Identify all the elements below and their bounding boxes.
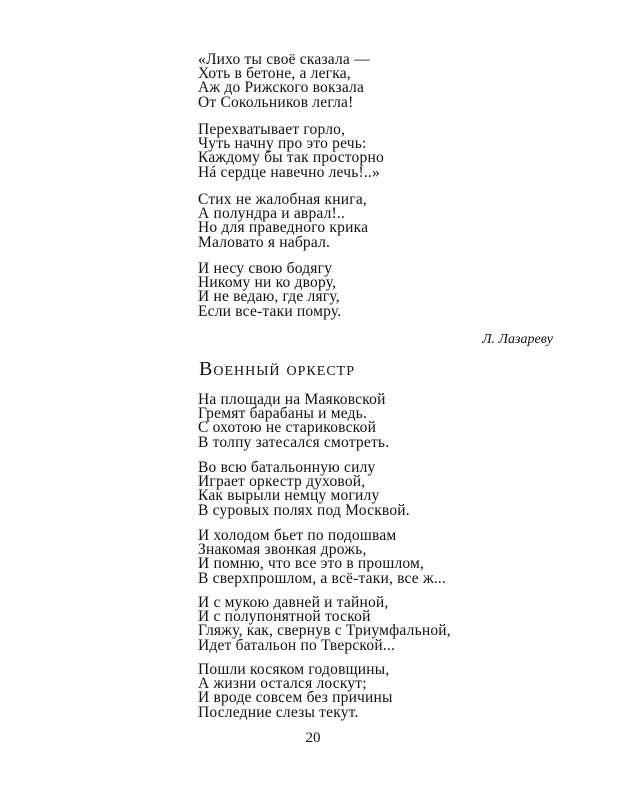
verse-line: И с полупонятной тоской — [198, 608, 371, 626]
verse-line: Нá сердце навечно лечь!..» — [198, 163, 380, 181]
verse-line: Как вырыли немцу могилу — [198, 487, 380, 505]
verse-line: В толпу затесался смотреть. — [198, 433, 390, 451]
page-number: 20 — [305, 730, 321, 746]
verse-line: «Лихо ты своё сказала — — [198, 51, 370, 68]
dedication: Л. Лазаревy — [482, 332, 553, 347]
verse-line: Последние слезы текут. — [198, 703, 359, 721]
verse-line: И вроде совсем без причины — [198, 689, 393, 707]
verse-line: Хоть в бетоне, а легка, — [198, 65, 351, 83]
verse-line: Гремят барабаны и медь. — [198, 405, 368, 423]
verse-line: От Сокольников легла! — [198, 93, 354, 111]
verse-line: Идет батальон по Тверской... — [198, 636, 396, 654]
verse-line: Играет оркестр духовой, — [198, 473, 366, 491]
verse-line: Знакомая звонкая дрожь, — [198, 541, 367, 559]
verse-line: Маловато я набрал. — [198, 233, 331, 251]
verse-line: С охотою не стариковской — [198, 419, 377, 437]
verse-line: Пошли косяком годовщины, — [198, 661, 390, 678]
verse-line: А жизни остался лоскут; — [198, 675, 367, 693]
poem1-stanza-2 — [198, 123, 384, 180]
verse-line: На площади на Маяковской — [198, 391, 386, 408]
poem1-stanza-4 — [198, 262, 341, 319]
verse-line: Гляжу, как, свернув с Триумфальной, — [198, 622, 451, 640]
verse-line: В сверхпрошлом, а всё-таки, все ж... — [198, 569, 447, 587]
verse-line: И помню, что все это в прошлом, — [198, 555, 425, 573]
verse-line: Аж до Рижского вокзала — [198, 79, 365, 97]
poem2-stanza-4 — [198, 596, 451, 653]
verse-line: А полундра и аврал!.. — [198, 205, 346, 223]
poem1-stanza-3 — [198, 193, 368, 250]
verse-line: Стих не жалобная книга, — [198, 191, 367, 208]
verse-line: Чуть начну про это речь: — [198, 135, 367, 153]
verse-line: И холодом бьет по подошвам — [198, 527, 397, 544]
poem1-stanza-1 — [198, 53, 370, 110]
verse-line: И с мукою давней и тайной, — [198, 594, 389, 611]
verse-line: Перехватывает горло, — [198, 121, 346, 138]
poem2-stanza-2 — [198, 461, 410, 518]
poem2-stanza-5 — [198, 663, 393, 720]
poem2-stanza-3 — [198, 529, 446, 586]
verse-line: Если все-таки помру. — [198, 302, 342, 320]
verse-line: И несу свою бодягу — [198, 260, 333, 277]
poem-title: Военный оркестр — [199, 358, 356, 380]
verse-line: Никому ни ко двору, — [198, 274, 337, 292]
verse-line: В суровых полях под Москвой. — [198, 501, 410, 519]
verse-line: Но для праведного крика — [198, 219, 369, 237]
verse-line: Во всю батальонную силу — [198, 459, 376, 476]
verse-line: И не ведаю, где лягу, — [198, 288, 340, 306]
poem2-stanza-1 — [198, 393, 389, 450]
verse-line: Каждому бы так просторно — [198, 149, 384, 167]
